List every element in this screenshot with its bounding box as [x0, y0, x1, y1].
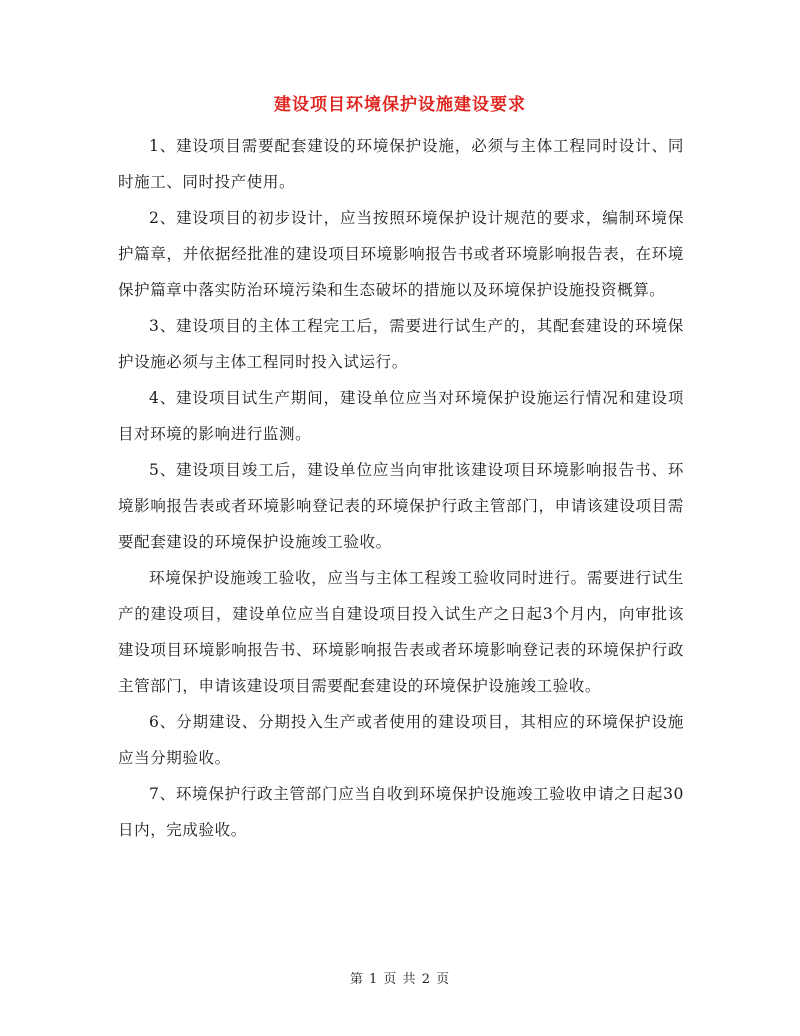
footer-total-pages: 2 [421, 972, 431, 987]
footer-prefix: 第 [349, 972, 364, 987]
paragraph-2: 2、建设项目的初步设计，应当按照环境保护设计规范的要求，编制环境保护篇章，并依据经批准的建设项目环境影响报告书或者环境影响报告表，在环境保护篇章中落实防治环境污染和生态破坏的措施以及环境保护设施投资概算。 [118, 209, 684, 299]
paragraph-3: 3、建设项目的主体工程完工后，需要进行试生产的，其配套建设的环境保护设施必须与主体工程同时投入试运行。 [118, 317, 684, 371]
document-title: 建设项目环境保护设施建设要求 [274, 95, 526, 115]
footer-suffix: 页 [436, 972, 451, 987]
footer-current-page: 1 [369, 972, 379, 987]
paragraph-6: 6、分期建设、分期投入生产或者使用的建设项目，其相应的环境保护设施应当分期验收。 [118, 713, 684, 767]
paragraph-1: 1、建设项目需要配套建设的环境保护设施，必须与主体工程同时设计、同时施工、同时投产使用。 [118, 137, 684, 191]
page-footer [0, 968, 800, 987]
paragraph-4: 4、建设项目试生产期间，建设单位应当对环境保护设施运行情况和建设项目对环境的影响进行监测。 [118, 389, 684, 443]
document-body [118, 128, 684, 848]
paragraph-acceptance: 环境保护设施竣工验收，应当与主体工程竣工验收同时进行。需要进行试生产的建设项目，建设单位应当自建设项目投入试生产之日起3个月内，向审批该建设项目环境影响报告书、环境影响报告表或者环境影响登记表的环境保护行政主管部门，申请该建设项目需要配套建设的环境保护设施竣工验收。 [118, 569, 684, 695]
paragraph-7: 7、环境保护行政主管部门应当自收到环境保护设施竣工验收申请之日起30日内，完成验收。 [118, 785, 684, 839]
footer-middle: 页 共 [383, 972, 417, 987]
paragraph-5: 5、建设项目竣工后，建设单位应当向审批该建设项目环境影响报告书、环境影响报告表或者环境影响登记表的环境保护行政主管部门，申请该建设项目需要配套建设的环境保护设施竣工验收。 [118, 461, 684, 551]
